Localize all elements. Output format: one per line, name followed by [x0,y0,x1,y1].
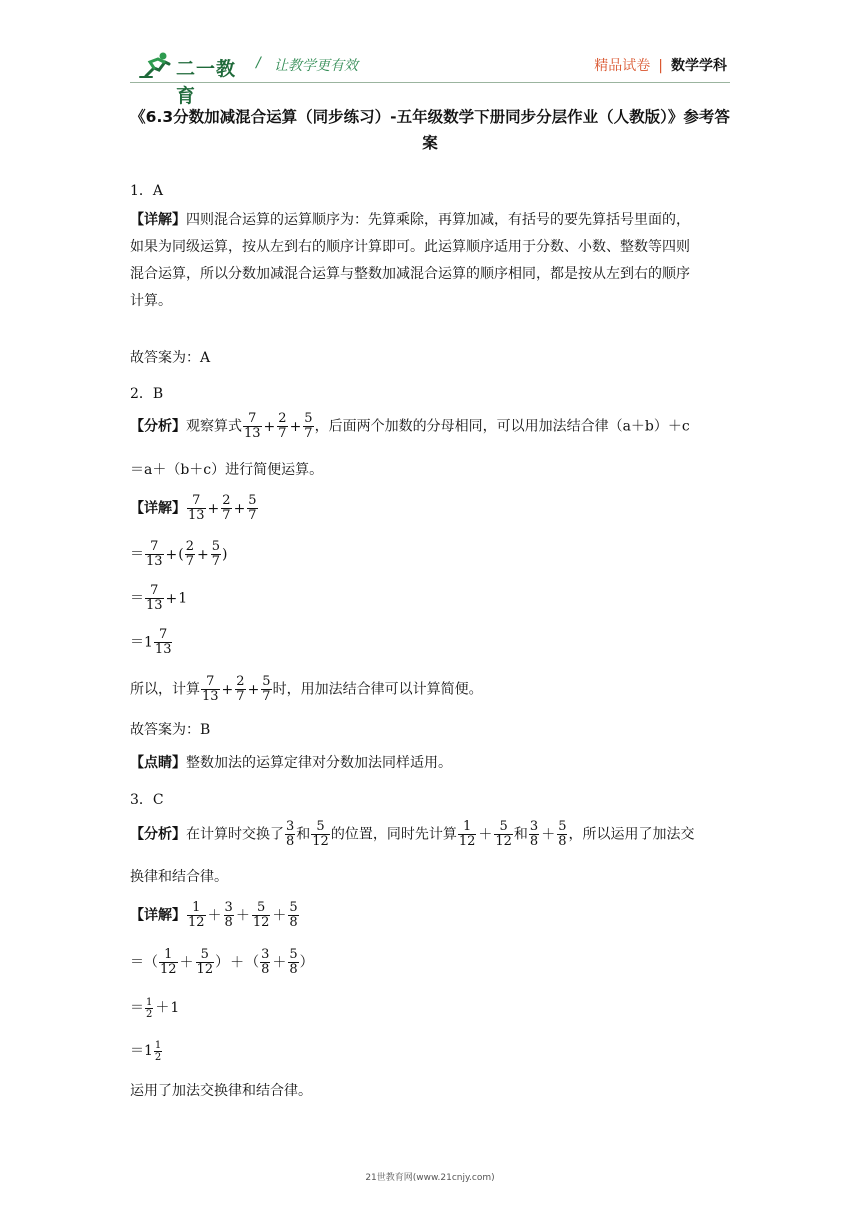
q2-detail-step-0: 【详解】 $\frac{7}{13}$ + $\frac{2}{7}$ + $\frac{5}{7}$ [130,493,257,523]
fraction: $\frac{5}{7}$ [248,493,257,523]
q1-detail [130,207,730,315]
q3-analysis-line2: 换律和结合律。 [130,869,228,885]
fraction: $\frac{7}{13}$ [146,539,163,569]
q1-number: 1．A [130,183,164,199]
badge-label: 精品试卷 [594,58,651,74]
q3-detail-step-1: ＝（ $\frac{1}{12}$ ＋ $\frac{5}{12}$ ）＋（ $\frac{3}{8}$ ＋ $\frac{5}{8}$ ） [130,947,314,977]
fraction: $\frac{7}{13}$ [154,627,172,657]
fraction: $\frac{5}{12}$ [252,900,270,930]
fraction: $\frac{1}{2}$ [154,1039,162,1063]
fraction: $\frac{7}{13}$ [244,411,261,441]
q1-detail-l1: 四则混合运算的运算顺序为：先算乘除，再算加减，有括号的要先算括号里面的， [186,212,690,228]
q1-detail-l2: 如果为同级运算，按从左到右的顺序计算即可。此运算顺序适用于分数、小数、整数等四则 [130,239,690,255]
fraction: $\frac{5}{8}$ [558,819,567,849]
fraction: $\frac{5}{12}$ [312,819,329,849]
fraction: $\frac{5}{7}$ [304,411,313,441]
q2-answer: 故答案为：B [130,722,211,738]
fraction: $\frac{2}{7}$ [236,674,245,704]
q2-analysis: 【分析】观察算式 $\frac{7}{13}$ + $\frac{2}{7}$ + $\frac{5}{7}$ ，后面两个加数的分母相同，可以用加法结合律（a＋b）＋c [130,411,690,441]
header-slogan: 让教学更有效 [274,58,358,74]
q3-detail-step-2: ＝ $\frac{1}{2}$ ＋1 [130,996,180,1020]
q3-analysis: 【分析】在计算时交换了 $\frac{3}{8}$ 和 $\frac{5}{12}$ 的位置，同时先计算 $\frac{1}{12}$ ＋ $\frac{5}{12}$ 和 $\frac{3}{8}$ ＋ $\frac{5}{8}$ ，所以运用了加法交 [130,819,695,849]
q2-detail-step-3: ＝1 $\frac{7}{13}$ [130,627,172,657]
fraction: $\frac{5}{7}$ [211,539,221,569]
title-line-2: 案 [422,134,438,152]
header-rule [130,82,730,83]
fraction: $\frac{2}{7}$ [222,493,231,523]
q1-detail-l3: 混合运算，所以分数加减混合运算与整数加减混合运算的顺序相同，都是按从左到右的顺序 [130,266,690,282]
q2-comment-tag: 【点睛】 [130,755,186,771]
q2-conclusion: 所以，计算 $\frac{7}{13}$ + $\frac{2}{7}$ + $\frac{5}{7}$ 时，用加法结合律可以计算简便。 [130,674,483,704]
logo-text: 二一教育 [176,58,237,107]
q3-detail-step-3: ＝1 $\frac{1}{2}$ [130,1039,162,1063]
fraction: $\frac{2}{7}$ [278,411,287,441]
fraction: $\frac{2}{7}$ [185,539,195,569]
document-title [120,104,740,156]
fraction: $\frac{7}{13}$ [188,493,205,523]
page-footer: 21世教育网(www.21cnjy.com) [365,1173,495,1183]
fraction: $\frac{5}{12}$ [196,947,214,977]
fraction: $\frac{5}{8}$ [289,947,298,977]
fraction: $\frac{1}{2}$ [146,996,153,1020]
q2-analysis-tag: 【分析】 [130,418,186,435]
q3-detail-step-0: 【详解】 $\frac{1}{12}$ ＋ $\frac{3}{8}$ ＋ $\frac{5}{12}$ ＋ $\frac{5}{8}$ [130,900,298,930]
q3-analysis-tag: 【分析】 [130,826,186,843]
q2-analysis-line2: ＝a＋（b＋c）进行简便运算。 [130,462,324,478]
header-slash: / [256,55,261,71]
header-right [594,55,727,75]
q2-number: 2．B [130,386,164,402]
fraction: $\frac{7}{13}$ [146,583,163,613]
q2-comment: 【点睛】整数加法的运算定律对分数加法同样适用。 [130,755,452,771]
fraction: $\frac{5}{7}$ [262,674,271,704]
q3-detail-tag: 【详解】 [130,907,186,924]
brand-logo [138,50,246,107]
fraction: $\frac{5}{12}$ [495,819,512,849]
q2-detail-step-2: ＝ $\frac{7}{13}$ +1 [130,583,188,613]
title-line-1: 《6.3分数加减混合运算（同步练习）-五年级数学下册同步分层作业（人教版）》参考答 [130,108,730,126]
q2-analysis-b: ，后面两个加数的分母相同，可以用加法结合律（a＋b）＋c [314,418,690,435]
q2-analysis-a: 观察算式 [186,418,242,435]
fraction: $\frac{3}{8}$ [261,947,270,977]
q3-conclusion: 运用了加法交换律和结合律。 [130,1083,312,1099]
fraction: $\frac{3}{8}$ [286,819,295,849]
q1-detail-l4: 计算。 [130,293,172,309]
q2-detail-tag: 【详解】 [130,500,186,517]
fraction: $\frac{1}{12}$ [188,900,205,930]
fraction: $\frac{7}{13}$ [202,674,219,704]
header-divider: | [658,58,663,74]
q1-answer: 故答案为：A [130,350,211,366]
subject-label: 数学学科 [671,58,727,74]
fraction: $\frac{1}{12}$ [160,947,177,977]
q3-number: 3．C [130,792,164,808]
runner-logo-icon [138,50,174,80]
fraction: $\frac{1}{12}$ [458,819,476,849]
q2-detail-step-1: ＝ $\frac{7}{13}$ +( $\frac{2}{7}$ + $\frac{5}{7}$ ) [130,539,228,569]
q1-detail-tag: 【详解】 [130,212,186,228]
fraction: $\frac{5}{8}$ [289,900,298,930]
fraction: $\frac{3}{8}$ [529,819,539,849]
fraction: $\frac{3}{8}$ [224,900,233,930]
